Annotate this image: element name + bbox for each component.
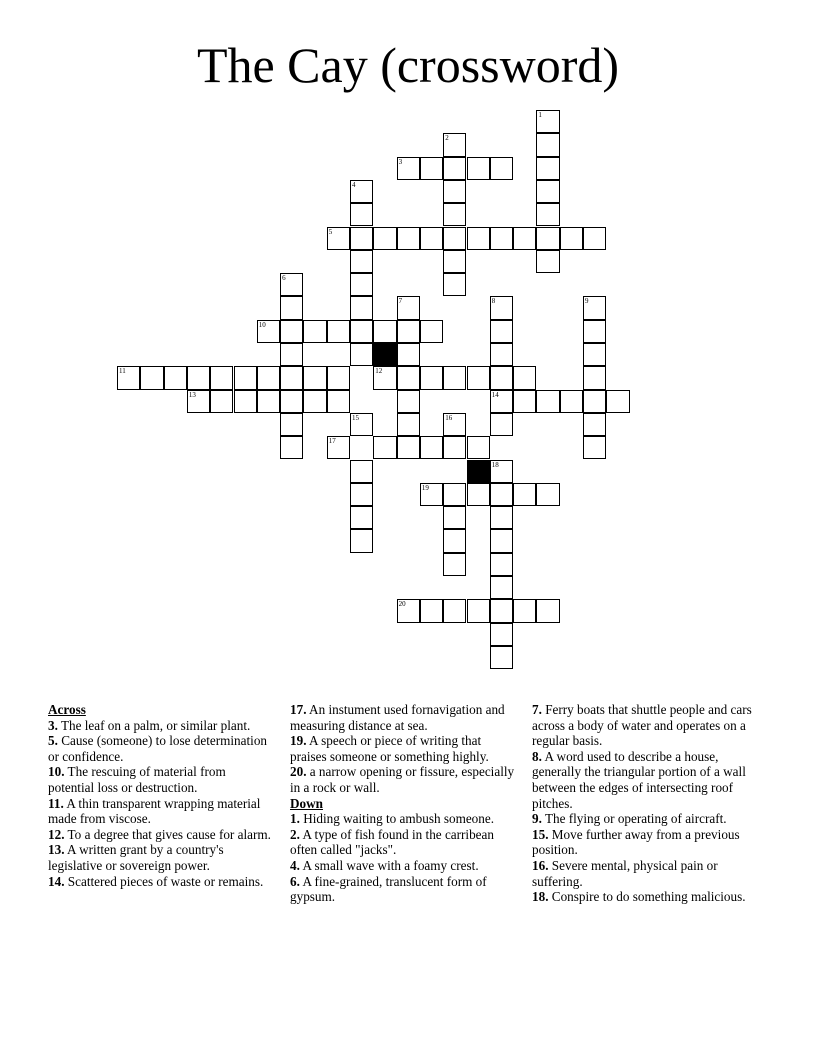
clue-item — [532, 702, 770, 749]
grid-cell[interactable] — [397, 599, 420, 622]
grid-cell[interactable] — [536, 599, 559, 622]
grid-cell[interactable] — [467, 599, 490, 622]
grid-cell[interactable] — [443, 413, 466, 436]
grid-cell[interactable] — [513, 227, 536, 250]
clues-section — [0, 702, 816, 1002]
grid-cell[interactable] — [490, 366, 513, 389]
grid-cell[interactable] — [443, 227, 466, 250]
grid-cell[interactable] — [420, 436, 443, 459]
grid-cell[interactable] — [536, 180, 559, 203]
grid-cell[interactable] — [234, 390, 257, 413]
grid-cell[interactable] — [140, 366, 163, 389]
grid-cell[interactable] — [373, 436, 396, 459]
grid-cell[interactable] — [490, 646, 513, 669]
clue-number: 4 — [352, 180, 356, 189]
grid-cell[interactable] — [513, 390, 536, 413]
grid-cell[interactable] — [536, 227, 559, 250]
grid-cell[interactable] — [397, 296, 420, 319]
grid-cell[interactable] — [350, 227, 373, 250]
grid-cell[interactable] — [443, 506, 466, 529]
grid-cell[interactable] — [350, 343, 373, 366]
grid-cell[interactable] — [560, 227, 583, 250]
clue-number: 15 — [352, 413, 359, 422]
clue-item — [48, 842, 273, 873]
clue-item — [290, 827, 520, 858]
clue-item-number: 13. — [48, 842, 65, 858]
grid-cell[interactable] — [350, 529, 373, 552]
clue-item-text: Cause (someone) to lose determination or confidence. — [48, 733, 268, 764]
grid-cell[interactable] — [560, 390, 583, 413]
grid-cell[interactable] — [490, 623, 513, 646]
grid-cell[interactable] — [490, 576, 513, 599]
across-clue-list-continued — [290, 702, 520, 796]
grid-cell[interactable] — [420, 320, 443, 343]
grid-cell[interactable] — [490, 506, 513, 529]
grid-cell[interactable] — [280, 273, 303, 296]
grid-cell[interactable] — [443, 273, 466, 296]
clue-item — [532, 889, 770, 905]
clue-item-number: 4. — [290, 857, 300, 873]
clue-item — [532, 811, 770, 827]
grid-cell[interactable] — [583, 343, 606, 366]
clue-item-number: 8. — [532, 748, 542, 764]
grid-cell[interactable] — [443, 366, 466, 389]
grid-cell[interactable] — [280, 296, 303, 319]
grid-cell[interactable] — [350, 250, 373, 273]
clue-item — [48, 764, 273, 795]
grid-cell[interactable] — [350, 273, 373, 296]
grid-cell[interactable] — [350, 460, 373, 483]
clue-item-number: 12. — [48, 826, 65, 842]
grid-cell[interactable] — [583, 366, 606, 389]
grid-cell[interactable] — [536, 133, 559, 156]
grid-cell[interactable] — [490, 413, 513, 436]
grid-cell[interactable] — [280, 320, 303, 343]
grid-cell[interactable] — [583, 413, 606, 436]
grid-cell[interactable] — [443, 599, 466, 622]
grid-cell[interactable] — [536, 110, 559, 133]
clue-item-text: To a degree that gives cause for alarm. — [64, 826, 271, 842]
grid-cell[interactable] — [257, 390, 280, 413]
grid-cell[interactable] — [327, 366, 350, 389]
clue-item-text: Hiding waiting to ambush someone. — [299, 811, 495, 827]
clue-item-text: Move further away from a previous position. — [532, 826, 740, 858]
grid-cell[interactable] — [443, 553, 466, 576]
grid-cell[interactable] — [420, 599, 443, 622]
grid-cell[interactable] — [373, 366, 396, 389]
clue-number: 17 — [328, 437, 336, 446]
grid-cell[interactable] — [397, 227, 420, 250]
clue-number: 6 — [282, 274, 286, 283]
clue-item-number: 3. — [48, 717, 58, 733]
grid-cell[interactable] — [606, 390, 629, 413]
grid-cell[interactable] — [490, 460, 513, 483]
clue-number: 12 — [375, 367, 383, 376]
clue-item-number: 16. — [532, 857, 549, 873]
grid-cell[interactable] — [397, 413, 420, 436]
clue-item-number: 11. — [48, 795, 64, 811]
grid-cell[interactable] — [443, 529, 466, 552]
grid-cell[interactable] — [490, 599, 513, 622]
clue-item — [48, 718, 273, 734]
clue-item — [48, 827, 273, 843]
grid-cell[interactable] — [397, 436, 420, 459]
clue-item — [290, 858, 520, 874]
clue-item-number: 7. — [532, 702, 542, 717]
clue-item-number: 17. — [290, 702, 307, 717]
grid-cell[interactable] — [327, 227, 350, 250]
down-clue-list-continued — [532, 702, 770, 905]
grid-cell[interactable] — [303, 320, 326, 343]
clue-item — [290, 764, 520, 795]
clue-item — [48, 874, 273, 890]
clue-item-number: 14. — [48, 873, 65, 889]
clue-item-text: The rescuing of material from potential loss or destruction. — [48, 764, 226, 795]
clue-item-text: A thin transparent wrapping material made from viscose. — [48, 795, 261, 827]
grid-cell[interactable] — [420, 483, 443, 506]
grid-cell[interactable] — [350, 413, 373, 436]
clue-item-text: Ferry boats that shuttle people and cars across a body of water and operates on a regular basis. — [532, 702, 752, 749]
clue-item-text: A written grant by a country's legislative or sovereign power. — [48, 842, 224, 873]
clue-item — [532, 858, 770, 889]
grid-cell[interactable] — [327, 390, 350, 413]
clue-item-number: 20. — [290, 764, 307, 780]
clue-item-number: 5. — [48, 733, 58, 749]
grid-cell[interactable] — [467, 227, 490, 250]
grid-cell[interactable] — [350, 180, 373, 203]
grid-cell[interactable] — [397, 390, 420, 413]
grid-cell[interactable] — [443, 180, 466, 203]
clue-number: 20 — [398, 600, 406, 609]
grid-cell[interactable] — [234, 366, 257, 389]
clue-item-text: The flying or operating of aircraft. — [541, 811, 727, 827]
grid-cell[interactable] — [280, 413, 303, 436]
down-heading: Down — [290, 795, 323, 811]
grid-cell[interactable] — [350, 203, 373, 226]
grid-cell[interactable] — [257, 320, 280, 343]
clue-item-text: An instument used fornavigation and measuring distance at sea. — [290, 702, 505, 733]
clue-number: 19 — [421, 483, 429, 492]
grid-cell[interactable] — [397, 343, 420, 366]
grid-cell[interactable] — [303, 366, 326, 389]
clue-item-number: 15. — [532, 826, 549, 842]
grid-cell[interactable] — [536, 157, 559, 180]
grid-cell[interactable] — [467, 157, 490, 180]
clue-item — [290, 874, 520, 905]
clue-item — [532, 827, 770, 858]
grid-cell[interactable] — [327, 436, 350, 459]
clue-item — [290, 733, 520, 764]
grid-cell[interactable] — [397, 157, 420, 180]
grid-cell[interactable] — [280, 390, 303, 413]
clue-number: 14 — [491, 390, 499, 399]
clue-item — [290, 811, 520, 827]
clue-item-text: The leaf on a palm, or similar plant. — [57, 717, 251, 733]
grid-cell[interactable] — [490, 390, 513, 413]
grid-cell[interactable] — [117, 366, 140, 389]
clue-item-text: a narrow opening or fissure, especially in a rock or wall. — [290, 764, 515, 795]
grid-cell[interactable] — [443, 483, 466, 506]
grid-cell[interactable] — [397, 366, 420, 389]
grid-cell[interactable] — [210, 366, 233, 389]
clue-item-number: 1. — [290, 811, 300, 827]
grid-cell[interactable] — [350, 320, 373, 343]
clue-number: 3 — [398, 157, 403, 166]
clue-item-number: 10. — [48, 764, 65, 780]
grid-cell[interactable] — [490, 483, 513, 506]
grid-cell[interactable] — [327, 320, 350, 343]
clue-item-number: 6. — [290, 873, 300, 889]
down-clue-list — [290, 811, 520, 905]
grid-cell[interactable] — [536, 390, 559, 413]
grid-cell[interactable] — [420, 366, 443, 389]
grid-cell[interactable] — [350, 483, 373, 506]
grid-cell[interactable] — [536, 203, 559, 226]
clue-number: 2 — [445, 134, 449, 143]
clue-item-text: A speech or piece of writing that praises someone or something highly. — [290, 733, 489, 764]
clue-item-text: Conspire to do something malicious. — [548, 889, 746, 905]
grid-cell[interactable] — [280, 343, 303, 366]
clue-item-text: A fine-grained, translucent form of gypsum. — [290, 873, 487, 905]
grid-cell[interactable] — [583, 436, 606, 459]
grid-cell[interactable] — [303, 390, 326, 413]
grid-cell[interactable] — [513, 599, 536, 622]
clue-item-text: Scattered pieces of waste or remains. — [64, 873, 264, 889]
clue-number: 5 — [328, 227, 333, 236]
across-clue-list — [48, 718, 273, 890]
clue-item — [290, 702, 520, 733]
clue-number: 8 — [491, 297, 496, 306]
grid-cell[interactable] — [490, 296, 513, 319]
grid-cell[interactable] — [397, 320, 420, 343]
grid-cell[interactable] — [187, 390, 210, 413]
clue-number: 9 — [585, 297, 589, 306]
clue-number: 16 — [445, 413, 453, 422]
clues-column-1 — [48, 702, 273, 889]
grid-cell[interactable] — [420, 227, 443, 250]
grid-cell[interactable] — [257, 366, 280, 389]
grid-cell[interactable] — [420, 157, 443, 180]
clue-item-text: A word used to describe a house, generally the triangular portion of a wall between the edges of intersecting roof pitches. — [532, 748, 746, 811]
clue-number: 10 — [258, 320, 266, 329]
clues-column-3 — [532, 702, 770, 905]
clue-number: 1 — [538, 111, 542, 119]
clue-item-number: 19. — [290, 733, 307, 749]
grid-cell[interactable] — [583, 296, 606, 319]
grid-cell[interactable] — [187, 366, 210, 389]
grid-cell[interactable] — [490, 157, 513, 180]
grid-cell[interactable] — [373, 320, 396, 343]
page-title: The Cay (crossword) — [196, 37, 620, 93]
clue-item-text: Severe mental, physical pain or suffering. — [532, 857, 718, 889]
clue-item-text: A type of fish found in the carribean often called "jacks". — [290, 826, 494, 858]
grid-cell[interactable] — [583, 390, 606, 413]
grid-cell[interactable] — [513, 483, 536, 506]
grid-cell[interactable] — [280, 366, 303, 389]
grid-cell[interactable] — [490, 227, 513, 250]
grid-cell[interactable] — [443, 157, 466, 180]
grid-cell[interactable] — [536, 250, 559, 273]
grid-cell[interactable] — [350, 506, 373, 529]
grid-cell[interactable] — [583, 227, 606, 250]
grid-cell[interactable] — [490, 320, 513, 343]
grid-cell[interactable] — [443, 436, 466, 459]
grid-cell[interactable] — [443, 250, 466, 273]
grid-cell[interactable] — [443, 203, 466, 226]
clue-number: 11 — [119, 367, 126, 376]
grid-cell[interactable] — [373, 227, 396, 250]
grid-cell[interactable] — [280, 436, 303, 459]
grid-block — [373, 343, 396, 366]
grid-cell[interactable] — [467, 483, 490, 506]
grid-cell[interactable] — [467, 366, 490, 389]
grid-cell[interactable] — [443, 133, 466, 156]
grid-cell[interactable] — [583, 320, 606, 343]
clue-item-number: 2. — [290, 826, 300, 842]
grid-cell[interactable] — [536, 483, 559, 506]
grid-cell[interactable] — [350, 296, 373, 319]
clue-item-text: A small wave with a foamy crest. — [299, 857, 479, 873]
clue-item — [532, 749, 770, 811]
clue-number: 13 — [188, 390, 196, 399]
grid-cell[interactable] — [513, 366, 536, 389]
grid-cell[interactable] — [490, 553, 513, 576]
clue-item-number: 18. — [532, 889, 549, 905]
clue-number: 18 — [491, 460, 499, 469]
across-heading: Across — [48, 702, 86, 717]
grid-cell[interactable] — [210, 390, 233, 413]
clue-item — [48, 796, 273, 827]
grid-block — [467, 460, 490, 483]
grid-cell[interactable] — [490, 529, 513, 552]
clues-column-2 — [290, 702, 520, 905]
grid-cell[interactable] — [164, 366, 187, 389]
clue-item — [48, 733, 273, 764]
clue-item-number: 9. — [532, 811, 542, 827]
grid-cell[interactable] — [467, 436, 490, 459]
clue-number: 7 — [398, 297, 403, 306]
grid-cell[interactable] — [490, 343, 513, 366]
